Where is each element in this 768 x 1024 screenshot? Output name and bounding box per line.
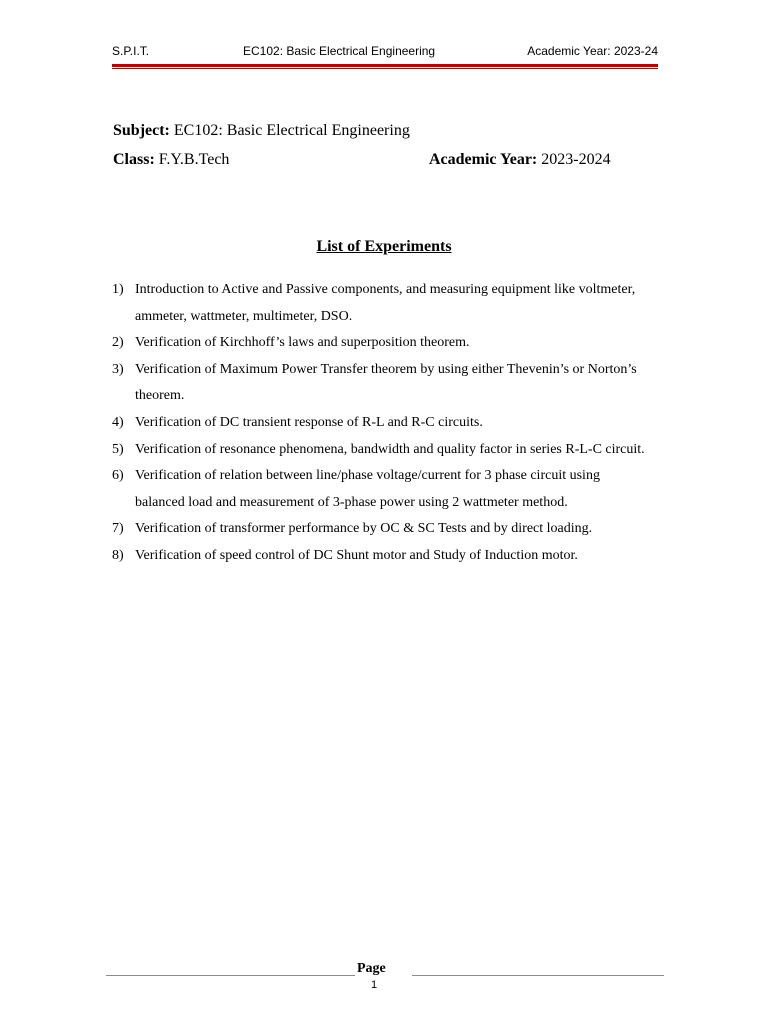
footer-rule-right (412, 975, 664, 976)
header-rule (112, 64, 658, 67)
experiment-number: 5) (112, 441, 124, 457)
experiment-number: 1) (112, 282, 124, 297)
experiment-item (112, 437, 652, 464)
experiment-number: 7) (112, 521, 124, 537)
list-title: List of Experiments (316, 238, 452, 255)
experiment-item (112, 410, 652, 437)
experiment-item (112, 357, 652, 410)
academic-year-value: 2023-2024 (537, 151, 611, 168)
footer-rule-left (106, 975, 355, 976)
experiment-item (112, 463, 652, 516)
experiment-text: Verification of Maximum Power Transfer theorem by using either Thevenin’s or Norton’s theorem. (135, 361, 637, 404)
footer-page-number: 1 (370, 979, 378, 991)
experiment-number: 6) (112, 468, 124, 484)
experiment-text: Verification of transformer performance by OC & SC Tests and by direct loading. (135, 521, 593, 537)
experiment-number: 3) (112, 361, 124, 377)
subject-value: EC102: Basic Electrical Engineering (169, 122, 410, 139)
subject-line (113, 122, 410, 140)
experiment-number: 8) (112, 547, 124, 563)
experiment-item (112, 330, 652, 357)
experiment-text: Verification of relation between line/phase voltage/current for 3 phase circuit using balanced load and measurement of 3-phase power using 2 wattmeter method. (135, 468, 600, 510)
experiment-text: Verification of Kirchhoff’s laws and superposition theorem. (135, 335, 470, 351)
header-rule-shadow (112, 68, 658, 69)
experiment-text: Verification of speed control of DC Shunt motor and Study of Induction motor. (135, 547, 578, 563)
experiment-item (112, 543, 652, 570)
academic-year-line (429, 151, 611, 169)
class-line (113, 151, 229, 169)
experiment-item (112, 277, 652, 330)
experiment-text: Introduction to Active and Passive components, and measuring equipment like voltmeter, ammeter, wattmeter, multimeter, DSO. (135, 282, 636, 324)
experiment-list (112, 277, 652, 570)
header-course: EC102: Basic Electrical Engineering (243, 44, 436, 58)
experiment-item (112, 516, 652, 543)
footer-page-label: Page (357, 961, 386, 976)
header-academic-year: Academic Year: 2023-24 (527, 44, 658, 58)
class-value: F.Y.B.Tech (154, 151, 230, 168)
page-header (112, 44, 658, 60)
experiment-text: Verification of DC transient response of R-L and R-C circuits. (135, 414, 483, 430)
subject-label: Subject: (113, 122, 170, 139)
class-label: Class: (113, 151, 155, 168)
experiment-text: Verification of resonance phenomena, bandwidth and quality factor in series R-L-C circuit. (135, 441, 645, 457)
academic-year-label: Academic Year: (429, 151, 538, 168)
experiment-number: 4) (112, 414, 124, 430)
header-institute: S.P.I.T. (112, 44, 150, 58)
experiment-number: 2) (112, 335, 124, 351)
